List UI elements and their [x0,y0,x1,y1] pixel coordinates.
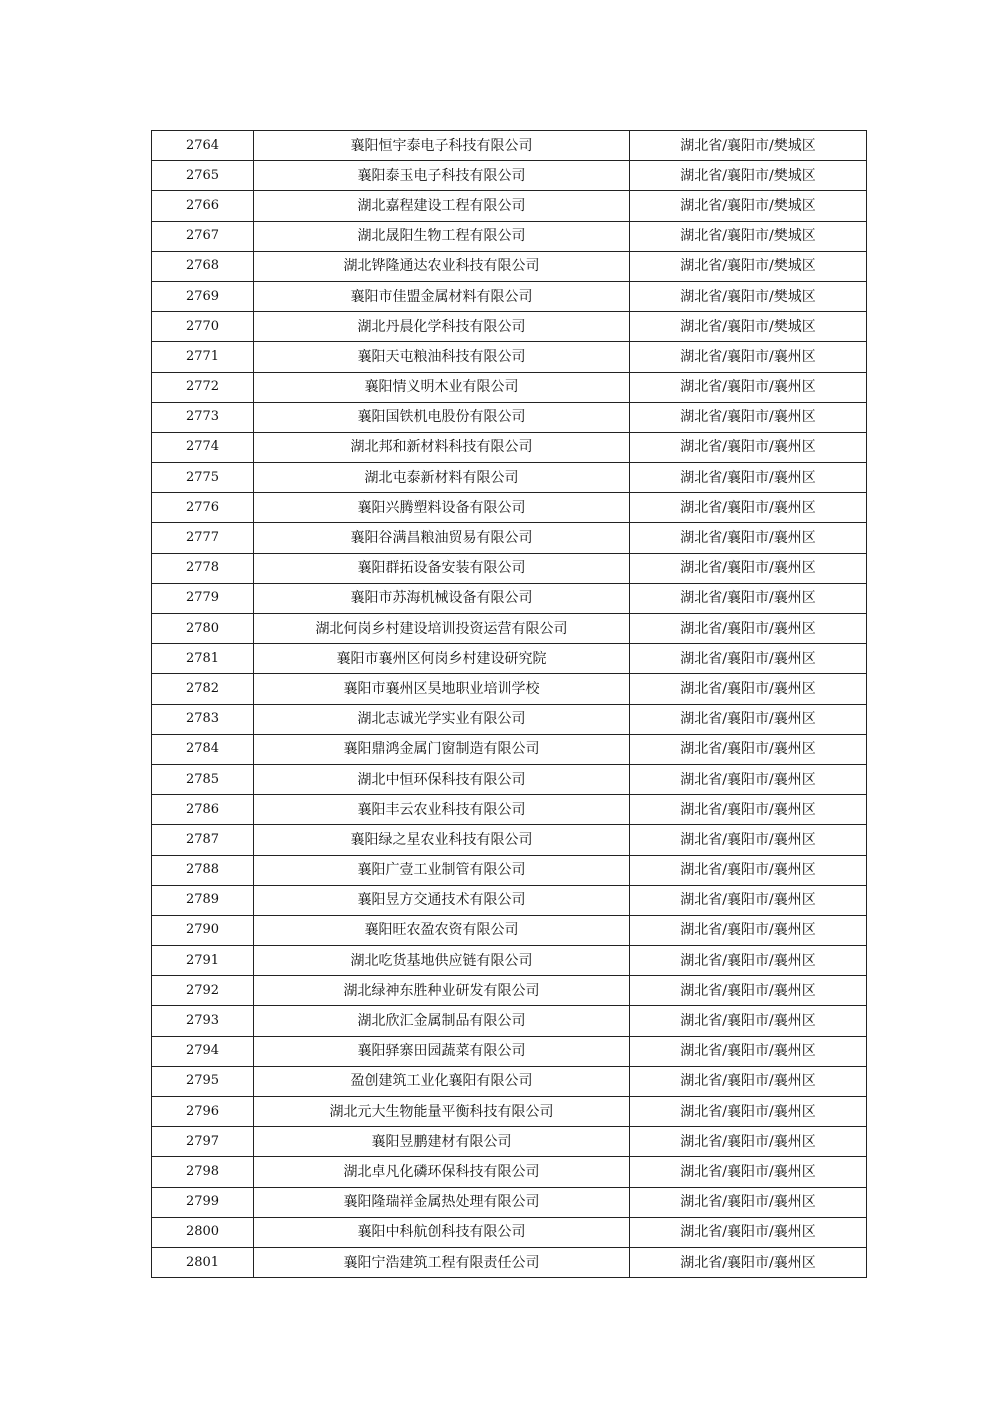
row-number-cell: 2789 [152,885,254,915]
region-cell: 湖北省/襄阳市/襄州区 [630,1036,867,1066]
table-row [152,402,867,432]
company-name-cell: 湖北何岗乡村建设培训投资运营有限公司 [254,614,630,644]
row-number-cell: 2791 [152,946,254,976]
company-name-cell: 襄阳泰玉电子科技有限公司 [254,161,630,191]
company-name-cell: 襄阳恒宇泰电子科技有限公司 [254,131,630,161]
region-cell: 湖北省/襄阳市/襄州区 [630,342,867,372]
row-number-cell: 2784 [152,734,254,764]
table-row [152,221,867,251]
table-row [152,161,867,191]
row-number-cell: 2780 [152,614,254,644]
row-number-cell: 2768 [152,251,254,281]
company-name-cell: 湖北志诚光学实业有限公司 [254,704,630,734]
row-number-cell: 2770 [152,312,254,342]
region-cell: 湖北省/襄阳市/襄州区 [630,1006,867,1036]
row-number-cell: 2769 [152,281,254,311]
row-number-cell: 2772 [152,372,254,402]
table-row [152,523,867,553]
region-cell: 湖北省/襄阳市/樊城区 [630,131,867,161]
row-number-cell: 2795 [152,1066,254,1096]
table-row [152,1006,867,1036]
company-name-cell: 襄阳市襄州区何岗乡村建设研究院 [254,644,630,674]
row-number-cell: 2800 [152,1217,254,1247]
table-row [152,976,867,1006]
row-number-cell: 2782 [152,674,254,704]
table-row [152,764,867,794]
table-row [152,583,867,613]
company-name-cell: 湖北卓凡化磷环保科技有限公司 [254,1157,630,1187]
company-name-cell: 湖北元大生物能量平衡科技有限公司 [254,1097,630,1127]
region-cell: 湖北省/襄阳市/襄州区 [630,583,867,613]
region-cell: 湖北省/襄阳市/襄州区 [630,644,867,674]
row-number-cell: 2798 [152,1157,254,1187]
table-row [152,191,867,221]
region-cell: 湖北省/襄阳市/襄州区 [630,432,867,462]
company-name-cell: 湖北屯泰新材料有限公司 [254,463,630,493]
row-number-cell: 2764 [152,131,254,161]
row-number-cell: 2796 [152,1097,254,1127]
row-number-cell: 2779 [152,583,254,613]
row-number-cell: 2792 [152,976,254,1006]
table-row [152,1187,867,1217]
table-body [152,131,867,1278]
region-cell: 湖北省/襄阳市/襄州区 [630,463,867,493]
table-row [152,1157,867,1187]
table-row [152,795,867,825]
region-cell: 湖北省/襄阳市/襄州区 [630,734,867,764]
region-cell: 湖北省/襄阳市/襄州区 [630,855,867,885]
row-number-cell: 2788 [152,855,254,885]
company-name-cell: 襄阳丰云农业科技有限公司 [254,795,630,825]
company-name-cell: 襄阳中科航创科技有限公司 [254,1217,630,1247]
company-name-cell: 湖北嘉程建设工程有限公司 [254,191,630,221]
company-name-cell: 襄阳兴腾塑料设备有限公司 [254,493,630,523]
row-number-cell: 2771 [152,342,254,372]
table-row [152,1247,867,1277]
row-number-cell: 2777 [152,523,254,553]
table-row [152,1036,867,1066]
row-number-cell: 2773 [152,402,254,432]
region-cell: 湖北省/襄阳市/襄州区 [630,372,867,402]
company-name-cell: 盈创建筑工业化襄阳有限公司 [254,1066,630,1096]
company-name-cell: 襄阳宁浩建筑工程有限责任公司 [254,1247,630,1277]
region-cell: 湖北省/襄阳市/襄州区 [630,825,867,855]
region-cell: 湖北省/襄阳市/襄州区 [630,1127,867,1157]
row-number-cell: 2778 [152,553,254,583]
row-number-cell: 2794 [152,1036,254,1066]
row-number-cell: 2765 [152,161,254,191]
table-row [152,885,867,915]
region-cell: 湖北省/襄阳市/襄州区 [630,553,867,583]
table-row [152,1066,867,1096]
region-cell: 湖北省/襄阳市/襄州区 [630,946,867,976]
row-number-cell: 2781 [152,644,254,674]
table-row [152,251,867,281]
table-row [152,915,867,945]
company-name-cell: 湖北绿神东胜种业研发有限公司 [254,976,630,1006]
company-name-cell: 湖北晟阳生物工程有限公司 [254,221,630,251]
table-row [152,342,867,372]
table-row [152,946,867,976]
company-name-cell: 襄阳旺农盈农资有限公司 [254,915,630,945]
table-row [152,1097,867,1127]
company-name-cell: 襄阳市佳盟金属材料有限公司 [254,281,630,311]
row-number-cell: 2783 [152,704,254,734]
row-number-cell: 2776 [152,493,254,523]
table-row [152,1127,867,1157]
table-row [152,463,867,493]
region-cell: 湖北省/襄阳市/襄州区 [630,976,867,1006]
row-number-cell: 2767 [152,221,254,251]
table-row [152,734,867,764]
table-row [152,855,867,885]
row-number-cell: 2774 [152,432,254,462]
region-cell: 湖北省/襄阳市/襄州区 [630,1187,867,1217]
table-row [152,644,867,674]
table-row [152,1217,867,1247]
company-name-cell: 襄阳国铁机电股份有限公司 [254,402,630,432]
company-name-cell: 襄阳鼎鸿金属门窗制造有限公司 [254,734,630,764]
company-name-cell: 湖北吃货基地供应链有限公司 [254,946,630,976]
company-name-cell: 襄阳昱方交通技术有限公司 [254,885,630,915]
row-number-cell: 2790 [152,915,254,945]
table-row [152,281,867,311]
region-cell: 湖北省/襄阳市/襄州区 [630,1066,867,1096]
region-cell: 湖北省/襄阳市/樊城区 [630,251,867,281]
row-number-cell: 2801 [152,1247,254,1277]
region-cell: 湖北省/襄阳市/襄州区 [630,1097,867,1127]
region-cell: 湖北省/襄阳市/襄州区 [630,1217,867,1247]
company-name-cell: 襄阳市苏海机械设备有限公司 [254,583,630,613]
company-name-cell: 湖北欣汇金属制品有限公司 [254,1006,630,1036]
company-name-cell: 襄阳谷满昌粮油贸易有限公司 [254,523,630,553]
row-number-cell: 2766 [152,191,254,221]
table-row [152,493,867,523]
table-row [152,432,867,462]
region-cell: 湖北省/襄阳市/樊城区 [630,312,867,342]
region-cell: 湖北省/襄阳市/襄州区 [630,704,867,734]
company-name-cell: 襄阳广壹工业制管有限公司 [254,855,630,885]
region-cell: 湖北省/襄阳市/樊城区 [630,161,867,191]
row-number-cell: 2787 [152,825,254,855]
region-cell: 湖北省/襄阳市/襄州区 [630,885,867,915]
region-cell: 湖北省/襄阳市/襄州区 [630,614,867,644]
table-row [152,704,867,734]
region-cell: 湖北省/襄阳市/樊城区 [630,191,867,221]
region-cell: 湖北省/襄阳市/襄州区 [630,674,867,704]
company-name-cell: 襄阳市襄州区昊地职业培训学校 [254,674,630,704]
table-row [152,614,867,644]
company-name-cell: 襄阳隆瑞祥金属热处理有限公司 [254,1187,630,1217]
company-name-cell: 襄阳天屯粮油科技有限公司 [254,342,630,372]
region-cell: 湖北省/襄阳市/襄州区 [630,915,867,945]
company-name-cell: 湖北中恒环保科技有限公司 [254,764,630,794]
table-row [152,825,867,855]
region-cell: 湖北省/襄阳市/襄州区 [630,1247,867,1277]
row-number-cell: 2799 [152,1187,254,1217]
table-row [152,131,867,161]
row-number-cell: 2775 [152,463,254,493]
region-cell: 湖北省/襄阳市/樊城区 [630,281,867,311]
company-name-cell: 湖北丹晨化学科技有限公司 [254,312,630,342]
region-cell: 湖北省/襄阳市/襄州区 [630,402,867,432]
table-row [152,312,867,342]
region-cell: 湖北省/襄阳市/襄州区 [630,764,867,794]
company-name-cell: 襄阳情义明木业有限公司 [254,372,630,402]
table-row [152,372,867,402]
table-row [152,674,867,704]
row-number-cell: 2793 [152,1006,254,1036]
region-cell: 湖北省/襄阳市/襄州区 [630,1157,867,1187]
row-number-cell: 2786 [152,795,254,825]
company-name-cell: 襄阳绿之星农业科技有限公司 [254,825,630,855]
table-row [152,553,867,583]
region-cell: 湖北省/襄阳市/襄州区 [630,523,867,553]
region-cell: 湖北省/襄阳市/襄州区 [630,795,867,825]
company-list-table [151,130,867,1278]
company-name-cell: 襄阳昱鹏建材有限公司 [254,1127,630,1157]
row-number-cell: 2797 [152,1127,254,1157]
company-name-cell: 湖北邦和新材料科技有限公司 [254,432,630,462]
company-name-cell: 湖北铧隆通达农业科技有限公司 [254,251,630,281]
region-cell: 湖北省/襄阳市/襄州区 [630,493,867,523]
company-name-cell: 襄阳驿寨田园蔬菜有限公司 [254,1036,630,1066]
row-number-cell: 2785 [152,764,254,794]
company-name-cell: 襄阳群拓设备安装有限公司 [254,553,630,583]
region-cell: 湖北省/襄阳市/樊城区 [630,221,867,251]
